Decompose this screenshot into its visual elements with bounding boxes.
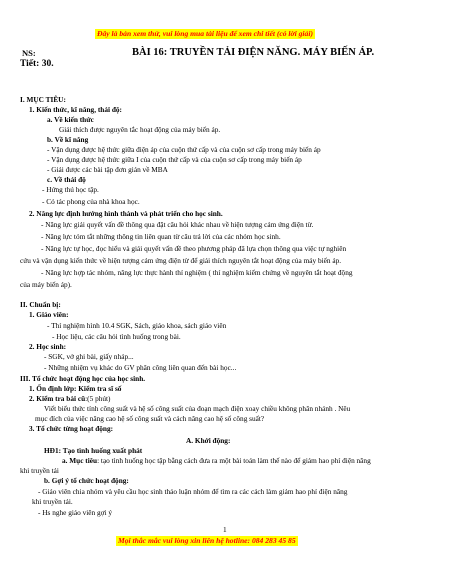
competency-line: - Năng lực tự học, đọc hiểu và giải quyết vấn đề theo phương pháp đã lựa chọn thông qua việc tự nghiên — [41, 244, 347, 253]
skills-line: - Vận dụng được hệ thức giữa I của cuộn thứ cấp và của cuộn sơ cấp trong máy biến áp — [47, 155, 302, 164]
skills-label: b. Về kĩ năng — [47, 135, 89, 144]
ns-label: NS: — [22, 48, 36, 58]
activities-heading: 3. Tổ chức từng hoạt động: — [29, 424, 114, 433]
competency-line: - Năng lực hợp tác nhóm, năng lực thực hành thí nghiệm ( thí nghiệm kiểm chứng về nguyên tắt hoạt động — [41, 268, 353, 277]
guide-line: - Hs nghe giáo viên gợi ý — [38, 508, 112, 517]
teacher-label: 1. Giáo viên: — [29, 310, 69, 319]
guide-line: - Giáo viên chia nhóm và yêu cầu học sinh thảo luận nhóm để tìm ra các cách làm giảm hao phí điện năng — [38, 487, 348, 496]
skills-line: - Vận dụng được hệ thức giữa điện áp của cuộn thứ cấp và của cuộn sơ cấp trong máy biến áp — [47, 145, 321, 154]
teacher-line: - Học liệu, các câu hỏi tình huống trong bài. — [52, 332, 181, 341]
student-label: 2. Học sinh: — [29, 342, 67, 351]
objective-text: : tạo tình huống học tập bằng cách đưa ra một bài toán làm thế nào để giảm hao phí điện năng — [97, 456, 371, 465]
objective-line — [62, 457, 371, 464]
competency-line: cứu và vận dụng kiến thức về hiện tượng cảm ứng điện từ để giải thích nguyên tắt hoạt động của máy biến áp. — [20, 256, 342, 265]
objective-label: a. Mục tiêu — [62, 456, 98, 465]
old-lesson-check — [29, 395, 110, 402]
section-2-heading: II. Chuẩn bị: — [20, 300, 61, 309]
old-lesson-check-label: 2. Kiểm tra bài cũ — [29, 394, 86, 403]
lesson-title: BÀI 16: TRUYỀN TẢI ĐIỆN NĂNG. MÁY BIẾN ÁP. — [132, 47, 375, 58]
knowledge-text: Giải thích được nguyên tắc hoạt động của máy biến áp. — [59, 125, 221, 134]
subsection-1-heading: 1. Kiến thức, kĩ năng, thái độ: — [29, 105, 122, 114]
tiet-label: Tiết: 30. — [20, 59, 54, 69]
hotline-banner: Mọi thắc mắc vui lòng xin liên hệ hotline: 084 283 45 85 — [118, 536, 296, 545]
section-3-heading: III. Tổ chức hoạt động học của học sinh. — [20, 374, 146, 383]
guide-heading: b. Gợi ý tổ chức hoạt động: — [44, 476, 129, 485]
preview-banner: Đây là bản xem thử, vui lòng mua tài liệu để xem chi tiết (có lời giải) — [97, 29, 313, 38]
competency-line: của máy biến áp). — [20, 280, 72, 289]
class-stabilize: 1. Ổn định lớp: Kiểm tra sĩ số — [29, 384, 122, 393]
check-question-line: Viết biểu thức tính công suất và hệ số công suất của đoạn mạch điện xoay chiều không phân nhánh . Nêu — [44, 404, 351, 413]
competency-line: - Năng lực tóm tắt những thông tin liên quan từ câu trả lời của các nhóm học sinh. — [41, 232, 281, 241]
objective-line: khi truyền tải — [20, 466, 59, 475]
old-lesson-check-time: :(5 phút) — [85, 394, 111, 403]
page-number: 1 — [223, 525, 227, 534]
attitude-label: c. Về thái độ — [47, 175, 86, 184]
activity-1-heading: HĐ1: Tạo tình huống xuất phát — [44, 446, 143, 455]
teacher-line: - Thí nghiệm hình 10.4 SGK, Sách, giáo khoa, sách giáo viên — [47, 321, 227, 330]
knowledge-label: a. Về kiến thức — [47, 115, 94, 124]
check-question-line: mục đích của việc nâng cao hệ số công suất và cách nâng cao hệ số công suất? — [35, 414, 265, 423]
attitude-line: - Có tác phong của nhà khoa học. — [42, 197, 140, 206]
subsection-2-heading: 2. Năng lực định hướng hình thành và phát triển cho học sinh. — [29, 209, 223, 218]
student-line: - Những nhiệm vụ khác do GV phân công liên quan đến bài học... — [44, 363, 237, 372]
warmup-heading: A. Khởi động: — [186, 436, 231, 445]
student-line: - SGK, vở ghi bài, giấy nháp... — [44, 352, 134, 361]
competency-line: - Năng lực giải quyết vấn đề thông qua đặt câu hỏi khác nhau về hiện tượng cảm ứng điện từ. — [41, 220, 314, 229]
section-1-heading: I. MỤC TIÊU: — [20, 95, 66, 104]
guide-line: khi truyền tải. — [32, 497, 73, 506]
skills-line: - Giải được các bài tập đơn giản về MBA — [47, 165, 168, 174]
attitude-line: - Hứng thú học tập. — [42, 185, 99, 194]
